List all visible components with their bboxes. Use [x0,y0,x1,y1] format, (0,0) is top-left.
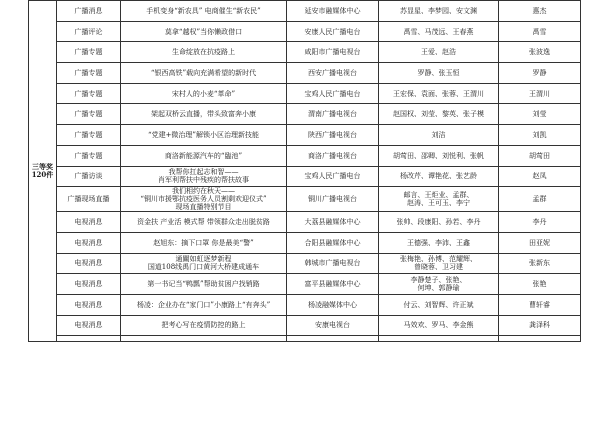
unit-cell: 商洛广播电视台 [287,145,379,166]
title-cell: 宋村人的小麦“革命” [121,83,287,104]
title-cell: 架起双桥云直播，带头致富奔小康 [121,104,287,125]
editor-cell: 禹雪 [499,21,581,42]
editor-cell: 惠杰 [499,1,581,22]
editor-cell: 罗静 [499,63,581,84]
category-cell: 电视消息 [57,274,121,295]
authors-cell: 王宏保、袁面、张蓉、王渭川 [379,83,499,104]
title-cell: 商洛新能源汽车的“臨池” [121,145,287,166]
title-cell: “银西高铁”载向充满希望的新时代 [121,63,287,84]
title-cell: 我帮你扛起志和智—— 肖军利帮扶中残疾的帮扶故事 [121,166,287,187]
editor-cell: 张波逸 [499,42,581,63]
editor-cell: 曹轩睿 [499,294,581,315]
table-row [29,104,581,125]
table-row [29,336,581,342]
authors-cell: 胡莺田、邵卿、刘悦利、张帆 [379,145,499,166]
authors-cell: 王德强、李沛、王鑫 [379,232,499,253]
category-cell: 广播现场直播 [57,187,121,212]
title-cell: “党建+微治理”解锁小区治理新技能 [121,125,287,146]
authors-cell: 罗静、张玉恒 [379,63,499,84]
authors-cell: 张帅、段康阳、孙若、李丹 [379,212,499,233]
category-cell: 广播专题 [57,63,121,84]
title-cell: 赵旭东：摘下口罩 你是最美“警” [121,232,287,253]
category-cell: 电视消息 [57,294,121,315]
table-row [29,315,581,336]
category-cell: 广播专题 [57,125,121,146]
editor-cell: 胡莺田 [499,145,581,166]
authors-cell: 苏显星、李梦园、安文渊 [379,1,499,22]
table-row [29,1,581,22]
authors-cell: 邮言、王炬业、孟群、 赵涛、王可玉、李宁 [379,187,499,212]
title-cell: 莫拿“越权”当你懒政借口 [121,21,287,42]
editor-cell [499,336,581,342]
unit-cell: 宝鸡人民广播电台 [287,166,379,187]
title-cell: 手机变身“新农具” 电商催生“新农民” [121,1,287,22]
editor-cell: 龚泽科 [499,315,581,336]
category-cell: 电视消息 [57,212,121,233]
authors-cell [379,336,499,342]
category-cell: 广播专题 [57,83,121,104]
unit-cell: 陕西广播电视台 [287,125,379,146]
table-row [29,232,581,253]
unit-cell: 安康人民广播电台 [287,21,379,42]
category-cell: 广播专题 [57,104,121,125]
table-row [29,253,581,274]
table-row [29,187,581,212]
category-cell: 广播专题 [57,42,121,63]
unit-cell: 延安市融媒体中心 [287,1,379,22]
title-cell: 通關如虹逐梦新程 国道108线禹门口黄河大桥建成通车 [121,253,287,274]
authors-cell: 付云、刘智辉、许正斌 [379,294,499,315]
table-row [29,21,581,42]
table-row [29,145,581,166]
table-row [29,212,581,233]
table-row [29,83,581,104]
category-cell [57,336,121,342]
authors-cell: 马效欢、罗马、李金熊 [379,315,499,336]
title-cell: 第一书记当“鸭瓢”帮助贫困户找销路 [121,274,287,295]
awards-table-body [29,1,581,342]
unit-cell [287,336,379,342]
unit-cell: 杨凌融媒体中心 [287,294,379,315]
editor-cell: 刘凯 [499,125,581,146]
category-cell: 电视消息 [57,315,121,336]
unit-cell: 宝鸡人民广播电台 [287,83,379,104]
table-row [29,274,581,295]
awards-sheet [28,0,580,420]
editor-cell: 张新东 [499,253,581,274]
unit-cell: 铜川广播电视台 [287,187,379,212]
table-row [29,42,581,63]
category-cell: 广播访谈 [57,166,121,187]
category-cell: 广播专题 [57,145,121,166]
table-row [29,166,581,187]
title-cell: 资金扶 产业活 模式帮 带领群众走出脱贫路 [121,212,287,233]
editor-cell: 王渭川 [499,83,581,104]
editor-cell: 田亚妮 [499,232,581,253]
title-cell: 我们相约在秋天—— “铜川市援鄂抗疫医务人员割剩欢迎仪式” 现场直播特别节目 [121,187,287,212]
table-row [29,63,581,84]
category-cell: 广播评论 [57,21,121,42]
unit-cell: 咸阳市广播电视台 [287,42,379,63]
editor-cell: 李丹 [499,212,581,233]
unit-cell: 韩城市广播电视台 [287,253,379,274]
authors-cell: 禹雪、马茂远、王春燕 [379,21,499,42]
editor-cell: 孟群 [499,187,581,212]
unit-cell: 富平县融媒体中心 [287,274,379,295]
category-cell: 广播消息 [57,1,121,22]
title-cell [121,336,287,342]
title-cell: 杨凌：企业办在“家门口”小康路上“有奔头” [121,294,287,315]
editor-cell: 张艳 [499,274,581,295]
unit-cell: 渭南广播电视台 [287,104,379,125]
title-cell: 生命绽放在抗疫路上 [121,42,287,63]
authors-cell: 刘洁 [379,125,499,146]
title-cell: 把考心写在疫情防控的路上 [121,315,287,336]
authors-cell: 赵国权、刘莹、黎英、张子模 [379,104,499,125]
award-group-label: 三等奖 120件 [29,1,57,342]
unit-cell: 安康电视台 [287,315,379,336]
authors-cell: 王爱、赵浩 [379,42,499,63]
authors-cell: 张梅艳、孙博、范耀辉、 曾晓蓉、卫习建 [379,253,499,274]
editor-cell: 刘莹 [499,104,581,125]
authors-cell: 李静楚子、张艳、 何坤、郭静瑜 [379,274,499,295]
unit-cell: 合阳县融媒体中心 [287,232,379,253]
unit-cell: 大荔县融媒体中心 [287,212,379,233]
editor-cell: 赵凤 [499,166,581,187]
awards-table [28,0,581,342]
table-row [29,294,581,315]
table-row [29,125,581,146]
authors-cell: 杨改芹、谭艳花、张艺龄 [379,166,499,187]
category-cell: 电视消息 [57,232,121,253]
category-cell: 电视消息 [57,253,121,274]
unit-cell: 西安广播电视台 [287,63,379,84]
